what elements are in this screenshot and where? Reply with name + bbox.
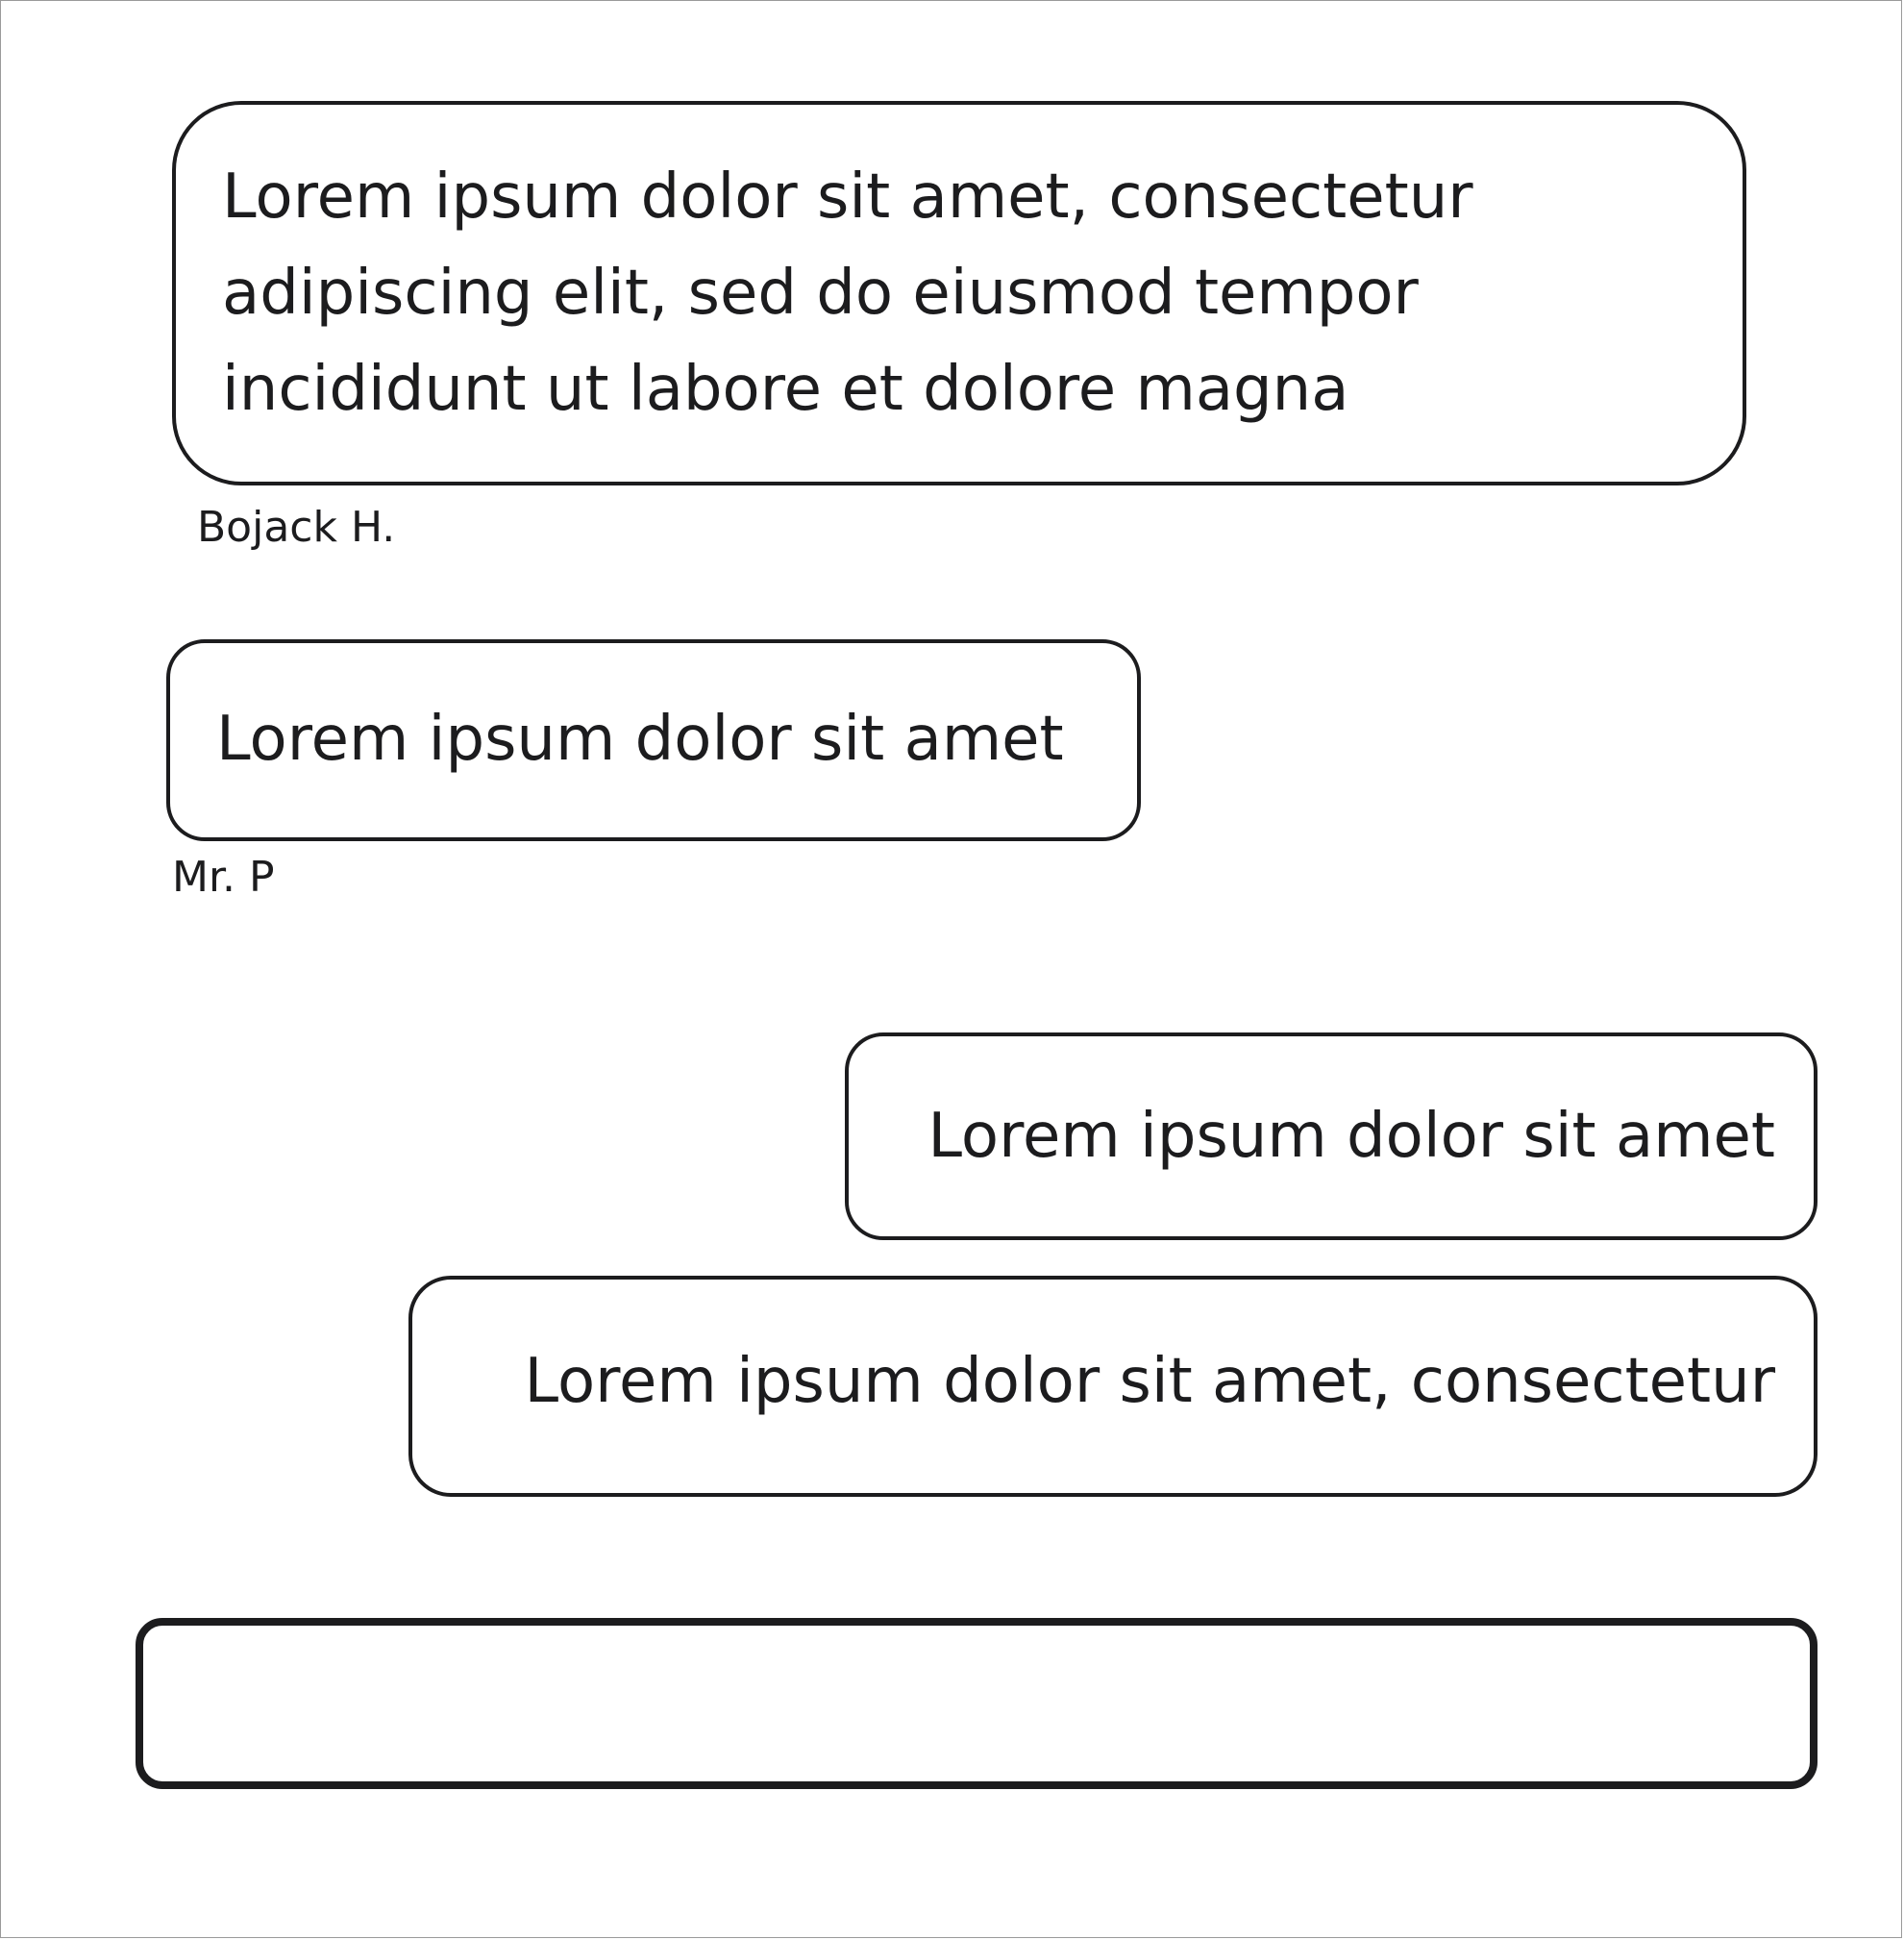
message-sender-name: Bojack H. — [197, 503, 396, 552]
message-text: Lorem ipsum dolor sit amet — [216, 704, 1064, 775]
message-input[interactable] — [136, 1618, 1817, 1789]
message-bubble-incoming[interactable] — [166, 639, 1141, 841]
message-bubble-incoming[interactable] — [172, 101, 1746, 485]
message-text: Lorem ipsum dolor sit amet, consectetur adipiscing elit, sed do eiusmod tempor incididunt ut labore et dolore magna — [222, 162, 1473, 425]
message-bubble-outgoing[interactable] — [845, 1032, 1817, 1240]
message-text: Lorem ipsum dolor sit amet, consectetur — [524, 1346, 1775, 1417]
message-text: Lorem ipsum dolor sit amet — [927, 1101, 1775, 1172]
message-bubble-outgoing[interactable] — [408, 1276, 1817, 1497]
message-sender-name: Mr. P — [172, 853, 275, 902]
